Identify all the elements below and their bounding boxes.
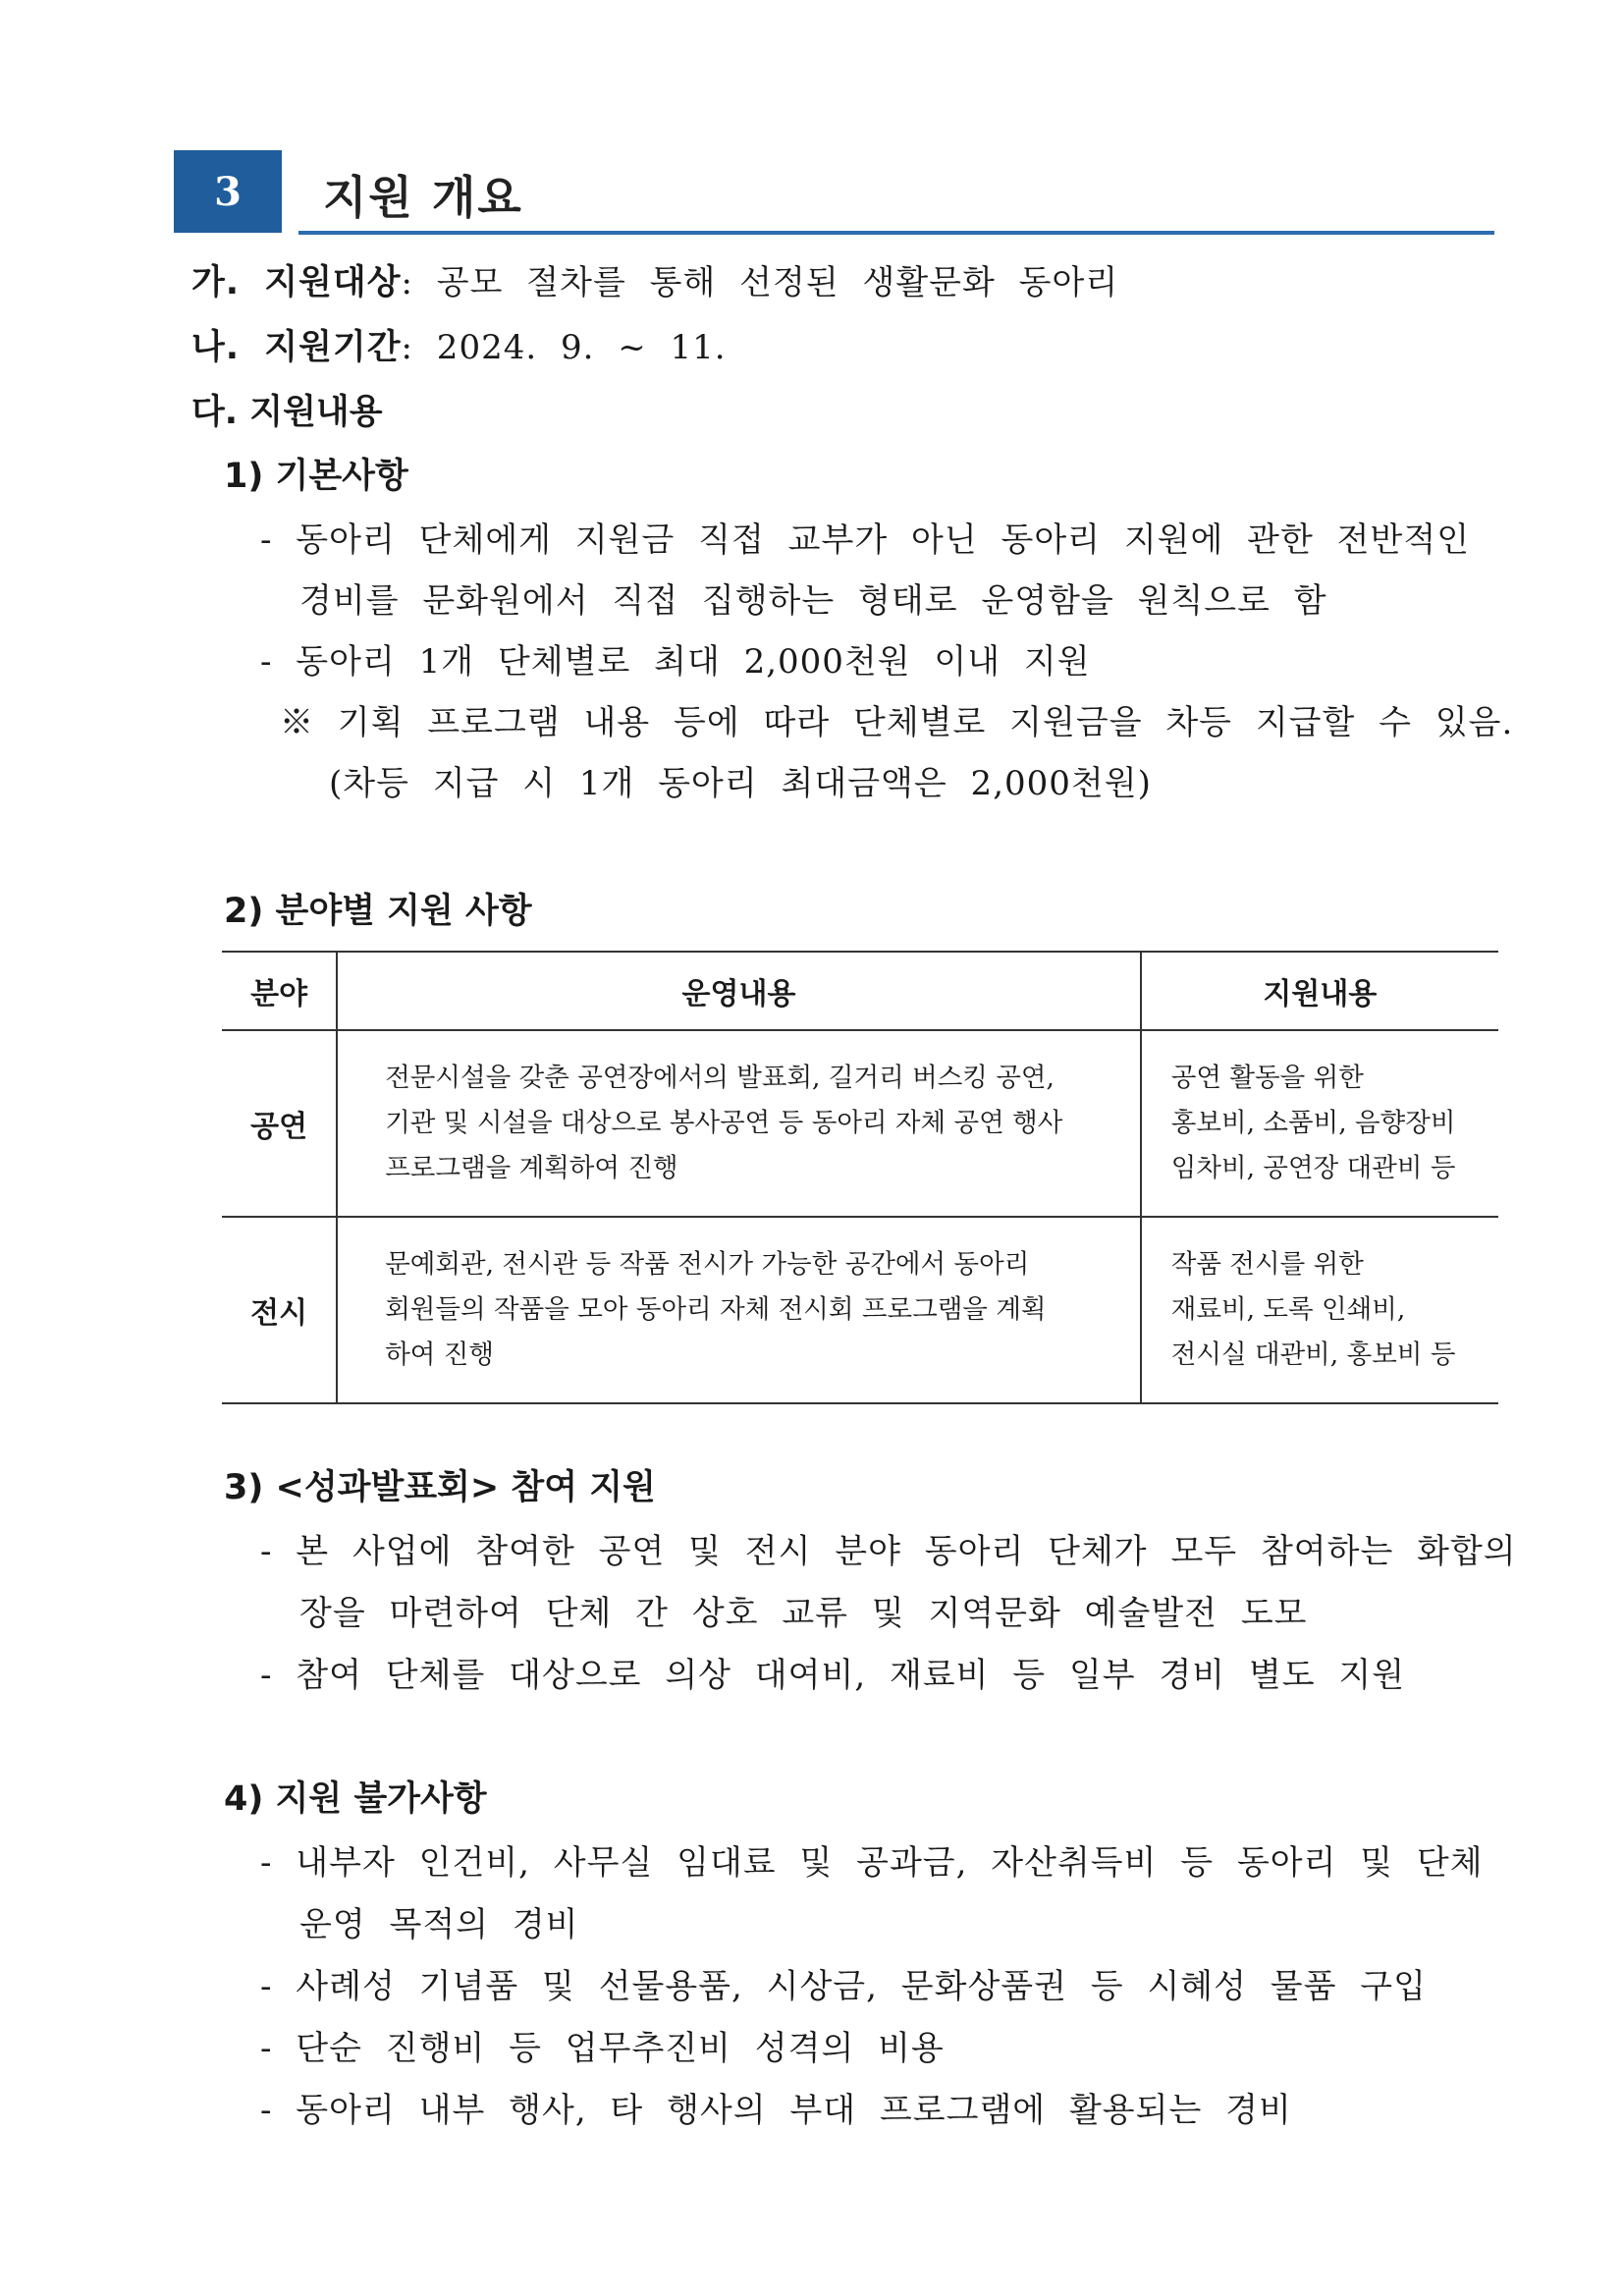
exclusions-bullet-2: - 사례성 기념품 및 선물용품, 시상금, 문화상품권 등 시혜성 물품 구입 xyxy=(260,1967,1427,2006)
fields-heading: 2) 분야별 지원 사항 xyxy=(224,892,532,931)
support-line: 임차비, 공연장 대관비 등 xyxy=(1170,1153,1456,1183)
table-row xyxy=(222,1030,1498,1217)
operation-line: 기관 및 시설을 대상으로 봉사공연 등 동아리 자체 공연 행사 xyxy=(385,1108,1063,1138)
operation-line: 프로그램을 계획하여 진행 xyxy=(385,1153,678,1183)
support-line: 공연 활동을 위한 xyxy=(1170,1063,1364,1093)
header-field: 분야 xyxy=(250,977,308,1011)
item-target xyxy=(191,263,1118,302)
section-title: 지원 개요 xyxy=(323,171,523,224)
basic-note-line-2: (차등 지급 시 1개 동아리 최대금액은 2,000천원) xyxy=(329,764,1152,803)
row-operation-cell xyxy=(337,1217,1141,1403)
item-target-label: 가. 지원대상 xyxy=(191,263,402,302)
row-support-cell xyxy=(1141,1217,1498,1403)
basic-bullet-2: - 동아리 1개 단체별로 최대 2,000천원 이내 지원 xyxy=(260,642,1091,682)
basic-bullet-1-line-2: 경비를 문화원에서 직접 집행하는 형태로 운영함을 원칙으로 함 xyxy=(299,581,1327,621)
support-line: 전시실 대관비, 홍보비 등 xyxy=(1170,1339,1456,1370)
row-field-exhibition: 전시 xyxy=(250,1296,308,1331)
exclusions-bullet-1-line-2: 운영 목적의 경비 xyxy=(299,1905,579,1944)
item-target-text: : 공모 절차를 통해 선정된 생활문화 동아리 xyxy=(401,263,1119,302)
exclusions-bullet-3: - 단순 진행비 등 업무추진비 성격의 비용 xyxy=(260,2029,945,2068)
exclusions-heading: 4) 지원 불가사항 xyxy=(224,1779,487,1819)
operation-line: 회원들의 작품을 모아 동아리 자체 전시회 프로그램을 계획 xyxy=(385,1294,1047,1325)
exclusions-bullet-1-line-1: - 내부자 인건비, 사무실 임대료 및 공과금, 자산취득비 등 동아리 및 단체 xyxy=(260,1843,1484,1883)
table-header-row xyxy=(222,952,1498,1030)
row-support-cell xyxy=(1141,1030,1498,1217)
operation-line: 문예회관, 전시관 등 작품 전시가 가능한 공간에서 동아리 xyxy=(385,1249,1030,1280)
header-operation: 운영내용 xyxy=(337,952,1141,1030)
basic-note-line-1: ※ 기획 프로그램 내용 등에 따라 단체별로 지원금을 차등 지급할 수 있음. xyxy=(280,703,1514,742)
support-line: 홍보비, 소품비, 음향장비 xyxy=(1170,1108,1456,1138)
table-row xyxy=(222,1217,1498,1403)
operation-line: 하여 진행 xyxy=(385,1339,495,1370)
support-line: 작품 전시를 위한 xyxy=(1170,1249,1364,1280)
item-content xyxy=(191,393,383,432)
item-content-label: 다. 지원내용 xyxy=(191,393,383,432)
showcase-bullet-1-line-1: - 본 사업에 참여한 공연 및 전시 분야 동아리 단체가 모두 참여하는 화합의 xyxy=(260,1532,1517,1571)
basic-bullet-1-line-1: - 동아리 단체에게 지원금 직접 교부가 아닌 동아리 지원에 관한 전반적인 xyxy=(260,520,1471,560)
section-header xyxy=(174,150,1494,235)
operation-line: 전문시설을 갖춘 공연장에서의 발표회, 길거리 버스킹 공연, xyxy=(385,1063,1055,1093)
item-period-text: : 2024. 9. ~ 11. xyxy=(401,328,727,367)
basic-heading: 1) 기본사항 xyxy=(224,457,408,496)
row-field-performance: 공연 xyxy=(250,1110,308,1144)
item-period-label: 나. 지원기간 xyxy=(191,328,402,367)
fields-table xyxy=(222,951,1498,1404)
showcase-bullet-2: - 참여 단체를 대상으로 의상 대여비, 재료비 등 일부 경비 별도 지원 xyxy=(260,1656,1406,1695)
section-number: 3 xyxy=(174,150,282,233)
showcase-heading: 3) <성과발표회> 참여 지원 xyxy=(224,1468,656,1507)
item-period xyxy=(191,328,727,367)
section-underline xyxy=(298,231,1494,235)
exclusions-bullet-4: - 동아리 내부 행사, 타 행사의 부대 프로그램에 활용되는 경비 xyxy=(260,2091,1292,2130)
support-line: 재료비, 도록 인쇄비, xyxy=(1170,1294,1406,1325)
row-operation-cell xyxy=(337,1030,1141,1217)
header-support: 지원내용 xyxy=(1141,952,1498,1030)
showcase-bullet-1-line-2: 장을 마련하여 단체 간 상호 교류 및 지역문화 예술발전 도모 xyxy=(299,1594,1308,1633)
